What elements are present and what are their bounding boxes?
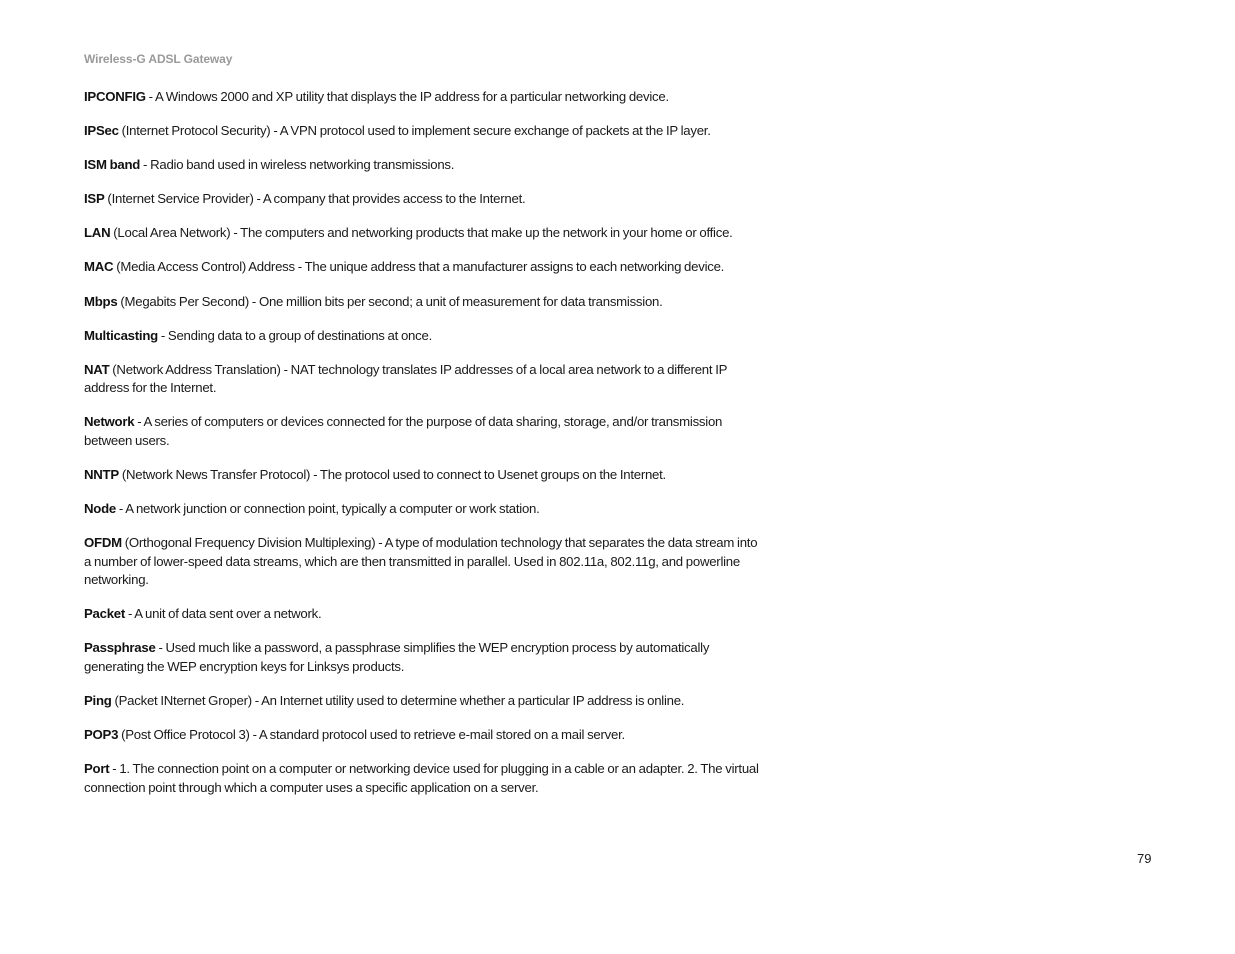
glossary-term: LAN [84, 225, 111, 241]
glossary-entry-port [84, 760, 760, 797]
glossary-entry-isp [84, 190, 760, 209]
glossary-definition: (Network News Transfer Protocol) - The protocol used to connect to Usenet groups on the Internet. [118, 466, 666, 482]
glossary-definition: - A series of computers or devices connected for the purpose of data sharing, storage, and/or transmission between users. [84, 414, 723, 448]
glossary-entry-ism-band [84, 156, 760, 175]
glossary-entry-pop3 [84, 726, 760, 745]
glossary-definition: - A network junction or connection point, typically a computer or work station. [115, 501, 540, 517]
glossary-term: Packet [84, 606, 126, 622]
glossary-entry-ofdm [84, 534, 760, 590]
glossary-definition: - A Windows 2000 and XP utility that displays the IP address for a particular networking device. [145, 89, 669, 104]
glossary-entry-passphrase [84, 639, 760, 676]
glossary-definition: (Orthogonal Frequency Division Multiplexing) - A type of modulation technology that separates the data stream into a number of lower-speed data streams, which are then transmitted in parallel. Used in 802.11a, 802.11g, and powerline networking. [84, 535, 758, 588]
glossary-entry-ping [84, 692, 760, 711]
glossary-term: Ping [84, 692, 112, 708]
glossary-term: ISP [84, 191, 105, 207]
glossary-definition: (Post Office Protocol 3) - A standard protocol used to retrieve e-mail stored on a mail server. [118, 727, 625, 742]
glossary-entry-ipsec [84, 122, 760, 141]
glossary-definition: - Sending data to a group of destinations at once. [157, 327, 432, 343]
glossary-entry-mbps [84, 293, 760, 312]
glossary-definition: - A unit of data sent over a network. [125, 606, 322, 622]
glossary-definition: (Network Address Translation) - NAT technology translates IP addresses of a local area network to a different IP address for the Internet. [84, 361, 727, 396]
glossary-entry-network [84, 413, 760, 450]
glossary-entry-node [84, 500, 760, 519]
glossary-term: Passphrase [84, 640, 156, 656]
glossary-term: NAT [84, 361, 110, 377]
glossary-term: OFDM [84, 535, 122, 551]
glossary-definition: - Used much like a password, a passphrase simplifies the WEP encryption process by automatically generating the WEP encryption keys for Linksys products. [84, 640, 710, 674]
glossary-term: POP3 [84, 727, 119, 742]
glossary-term: NNTP [84, 466, 119, 482]
glossary-entry-nat [84, 361, 760, 398]
glossary-definition: (Megabits Per Second) - One million bits per second; a unit of measurement for data transmission. [117, 293, 663, 309]
glossary-definition: (Packet INternet Groper) - An Internet utility used to determine whether a particular IP address is online. [111, 692, 685, 708]
glossary-entry-multicasting [84, 327, 760, 346]
page-number: 79 [1137, 851, 1152, 866]
glossary-term: IPSec [84, 123, 119, 139]
glossary-term: Node [84, 501, 116, 517]
glossary-term: IPCONFIG [84, 89, 146, 104]
glossary-entry-packet [84, 605, 760, 624]
glossary-definition: (Internet Protocol Security) - A VPN protocol used to implement secure exchange of packets at the IP layer. [118, 123, 711, 139]
glossary-entry-mac [84, 258, 760, 277]
glossary-entry-lan [84, 224, 760, 243]
running-header: Wireless-G ADSL Gateway [84, 52, 233, 66]
glossary-definition: - Radio band used in wireless networking transmissions. [140, 157, 455, 173]
glossary-definition: (Media Access Control) Address - The unique address that a manufacturer assigns to each networking device. [113, 259, 725, 275]
glossary-entry-ipconfig [84, 88, 760, 107]
glossary-term: MAC [84, 259, 114, 275]
glossary-definition: (Internet Service Provider) - A company that provides access to the Internet. [104, 191, 526, 207]
glossary-list [84, 88, 760, 813]
glossary-term: Multicasting [84, 327, 158, 343]
glossary-definition: - 1. The connection point on a computer or networking device used for plugging in a cable or an adapter. 2. The virtual connection point through which a computer uses a specific application on a server. [84, 761, 759, 795]
glossary-entry-nntp [84, 466, 760, 485]
glossary-definition: (Local Area Network) - The computers and networking products that make up the network in your home or office. [110, 225, 733, 241]
glossary-term: Mbps [84, 293, 118, 309]
glossary-term: ISM band [84, 157, 141, 173]
glossary-term: Network [84, 414, 135, 430]
glossary-term: Port [84, 761, 110, 777]
